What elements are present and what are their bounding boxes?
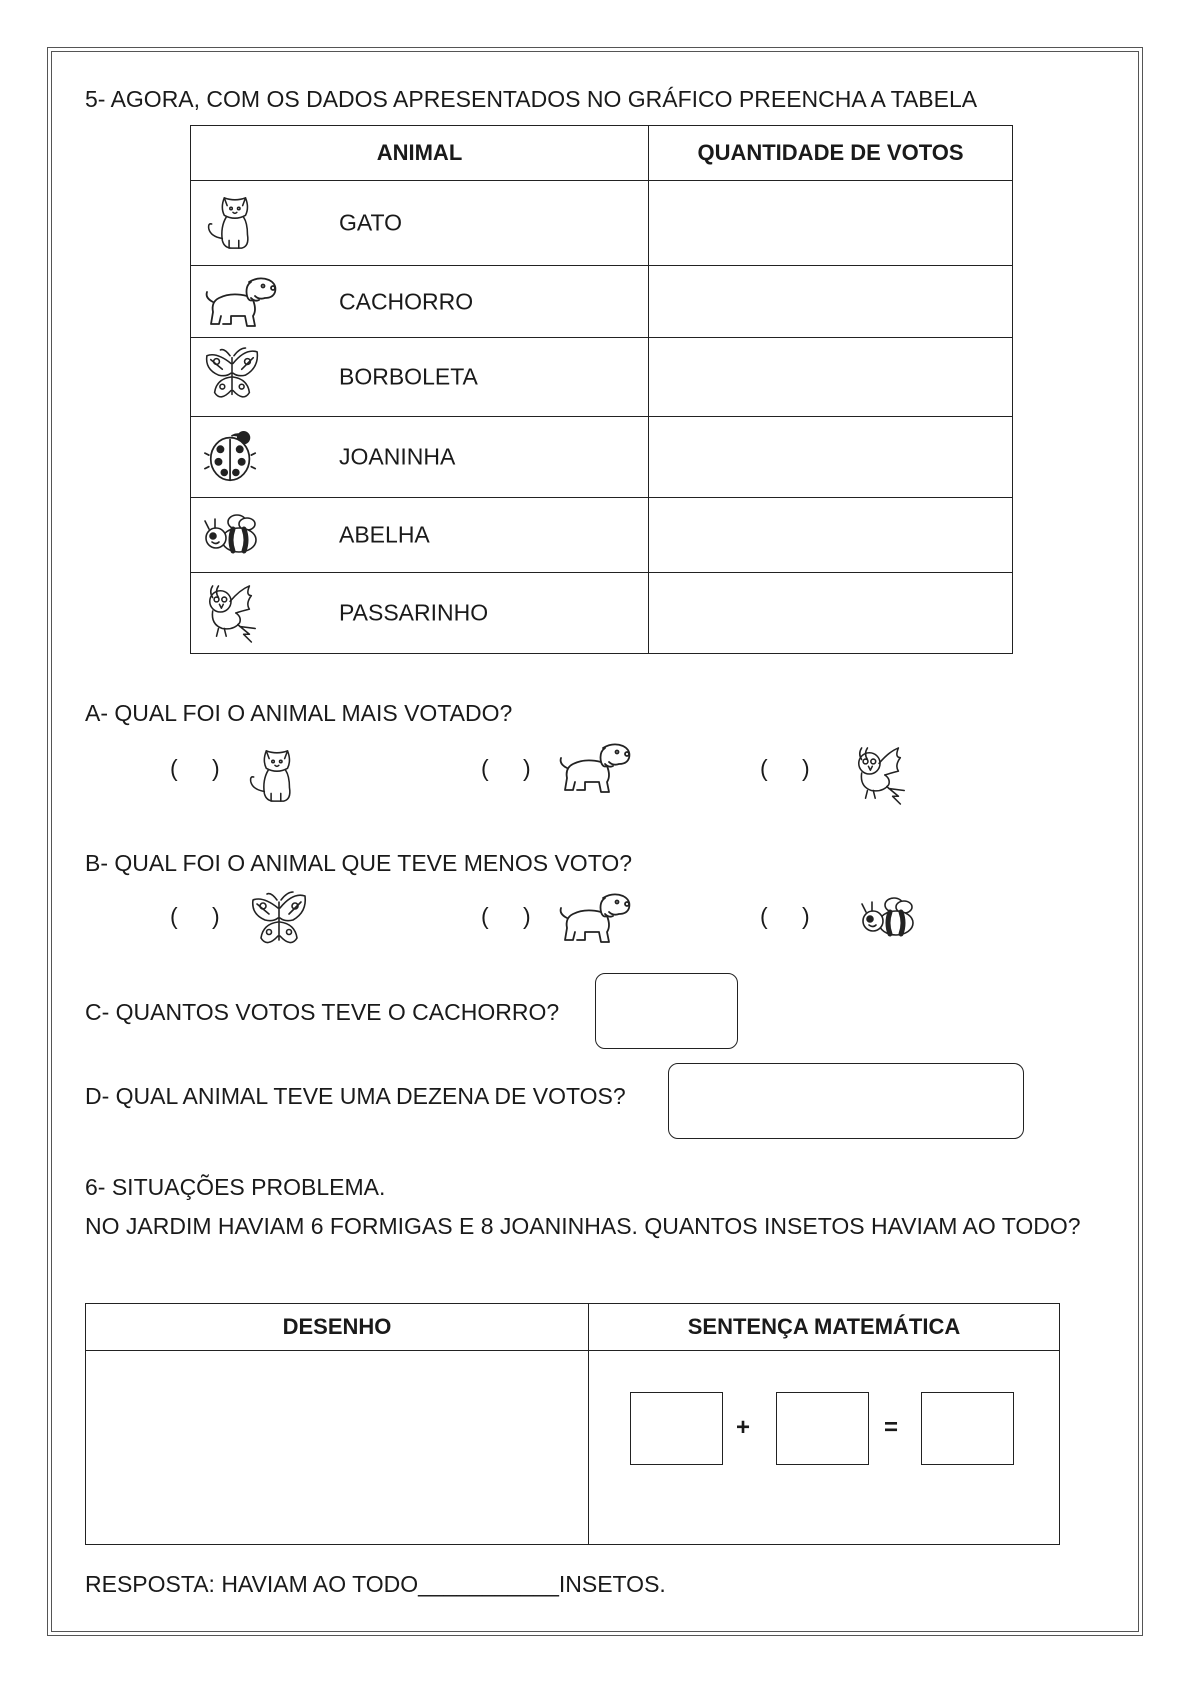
question-d: D- QUAL ANIMAL TEVE UMA DEZENA DE VOTOS? <box>85 1083 626 1109</box>
bee-icon <box>860 896 920 940</box>
votes-input-passarinho[interactable] <box>649 573 1013 654</box>
animal-label: ABELHA <box>339 521 430 548</box>
plus-sign: + <box>736 1414 751 1441</box>
butterfly-icon <box>247 890 311 954</box>
dog-icon <box>555 738 635 798</box>
animal-cell <box>191 181 649 266</box>
option-a3-checkbox[interactable]: ( ) <box>760 755 824 781</box>
result-box[interactable] <box>921 1392 1014 1465</box>
answer-line: RESPOSTA: HAVIAM AO TODO___________INSETOS. <box>85 1571 666 1597</box>
animal-label: CACHORRO <box>339 288 474 314</box>
answer-box-c[interactable] <box>595 973 738 1049</box>
question-5-title: 5- AGORA, COM OS DADOS APRESENTADOS NO GRÁFICO PREENCHA A TABELA <box>85 86 978 112</box>
bird-icon <box>203 582 261 644</box>
animal-cell <box>191 498 649 573</box>
equals-sign: = <box>884 1414 899 1441</box>
dog-icon <box>555 888 635 948</box>
option-b2-checkbox[interactable]: ( ) <box>481 903 545 929</box>
option-b3-checkbox[interactable]: ( ) <box>760 903 824 929</box>
votes-input-gato[interactable] <box>649 181 1013 266</box>
problem-statement: NO JARDIM HAVIAM 6 FORMIGAS E 8 JOANINHAS. QUANTOS INSETOS HAVIAM AO TODO? <box>85 1213 1081 1239</box>
question-6-title: 6- SITUAÇÕES PROBLEMA. <box>85 1174 386 1200</box>
votes-input-borboleta[interactable] <box>649 338 1013 417</box>
option-b1-checkbox[interactable]: ( ) <box>170 903 234 929</box>
animal-label: BORBOLETA <box>339 363 478 390</box>
addend-box-1[interactable] <box>630 1392 723 1465</box>
votes-table <box>190 125 1013 654</box>
dog-icon <box>201 272 281 332</box>
drawing-area[interactable] <box>86 1351 589 1545</box>
option-a1-checkbox[interactable]: ( ) <box>170 755 234 781</box>
cat-icon <box>203 192 261 254</box>
animal-cell <box>191 417 649 498</box>
animal-cell <box>191 573 649 654</box>
votes-input-cachorro[interactable] <box>649 266 1013 338</box>
work-table <box>85 1303 1060 1545</box>
cat-icon <box>245 744 303 808</box>
animal-label: GATO <box>339 209 403 236</box>
votes-input-joaninha[interactable] <box>649 417 1013 498</box>
bee-icon <box>203 513 263 557</box>
animal-label: PASSARINHO <box>339 599 489 626</box>
option-a2-checkbox[interactable]: ( ) <box>481 755 545 781</box>
votes-input-abelha[interactable] <box>649 498 1013 573</box>
header-animal: ANIMAL <box>191 126 649 181</box>
ladybug-icon <box>203 428 261 486</box>
addend-box-2[interactable] <box>776 1392 869 1465</box>
animal-cell <box>191 266 649 338</box>
question-c: C- QUANTOS VOTOS TEVE O CACHORRO? <box>85 999 560 1025</box>
animal-cell <box>191 338 649 417</box>
butterfly-icon <box>203 346 261 408</box>
question-b: B- QUAL FOI O ANIMAL QUE TEVE MENOS VOTO? <box>85 850 633 876</box>
question-a: A- QUAL FOI O ANIMAL MAIS VOTADO? <box>85 700 513 726</box>
answer-box-d[interactable] <box>668 1063 1024 1139</box>
header-votes: QUANTIDADE DE VOTOS <box>649 126 1013 181</box>
animal-label: JOANINHA <box>339 443 456 470</box>
bird-icon <box>852 743 910 807</box>
header-sentenca: SENTENÇA MATEMÁTICA <box>589 1304 1060 1351</box>
header-desenho: DESENHO <box>86 1304 589 1351</box>
